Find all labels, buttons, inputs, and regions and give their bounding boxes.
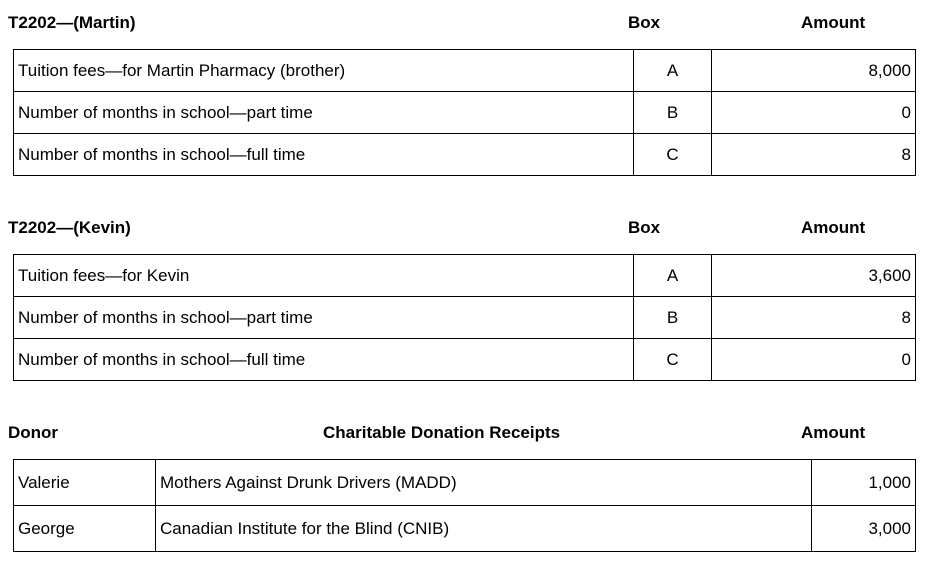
table-row	[14, 506, 916, 552]
donor-cell: Valerie	[14, 460, 156, 506]
box-header-kevin: Box	[628, 218, 661, 237]
table-row	[14, 460, 916, 506]
tuition-table-kevin	[13, 254, 916, 381]
row-label: Number of months in school—part time	[14, 92, 634, 134]
box-cell: C	[634, 134, 712, 176]
receipts-header: Charitable Donation Receipts	[323, 423, 561, 442]
donor-header: Donor	[8, 423, 59, 442]
table-row	[14, 297, 916, 339]
amount-cell: 3,600	[712, 255, 916, 297]
box-header-martin: Box	[628, 13, 661, 32]
row-label: Number of months in school—full time	[14, 134, 634, 176]
section-title-kevin: T2202—(Kevin)	[8, 218, 131, 237]
table-row	[14, 134, 916, 176]
table-row	[14, 255, 916, 297]
amount-header-donations: Amount	[801, 423, 866, 442]
box-cell: A	[634, 50, 712, 92]
table-row	[14, 92, 916, 134]
amount-cell: 3,000	[812, 506, 916, 552]
row-label: Tuition fees—for Martin Pharmacy (brother)	[14, 50, 634, 92]
donations-table	[13, 459, 916, 552]
amount-cell: 0	[712, 339, 916, 381]
row-label: Tuition fees—for Kevin	[14, 255, 634, 297]
organization-cell: Mothers Against Drunk Drivers (MADD)	[156, 460, 812, 506]
box-cell: B	[634, 297, 712, 339]
amount-header-martin: Amount	[801, 13, 866, 32]
row-label: Number of months in school—part time	[14, 297, 634, 339]
amount-header-kevin: Amount	[801, 218, 866, 237]
amount-cell: 8	[712, 297, 916, 339]
amount-cell: 8	[712, 134, 916, 176]
table-row	[14, 50, 916, 92]
amount-cell: 1,000	[812, 460, 916, 506]
box-cell: C	[634, 339, 712, 381]
table-row	[14, 339, 916, 381]
tuition-table-martin	[13, 49, 916, 176]
row-label: Number of months in school—full time	[14, 339, 634, 381]
amount-cell: 0	[712, 92, 916, 134]
organization-cell: Canadian Institute for the Blind (CNIB)	[156, 506, 812, 552]
box-cell: A	[634, 255, 712, 297]
section-title-martin: T2202—(Martin)	[8, 13, 136, 32]
donor-cell: George	[14, 506, 156, 552]
box-cell: B	[634, 92, 712, 134]
amount-cell: 8,000	[712, 50, 916, 92]
